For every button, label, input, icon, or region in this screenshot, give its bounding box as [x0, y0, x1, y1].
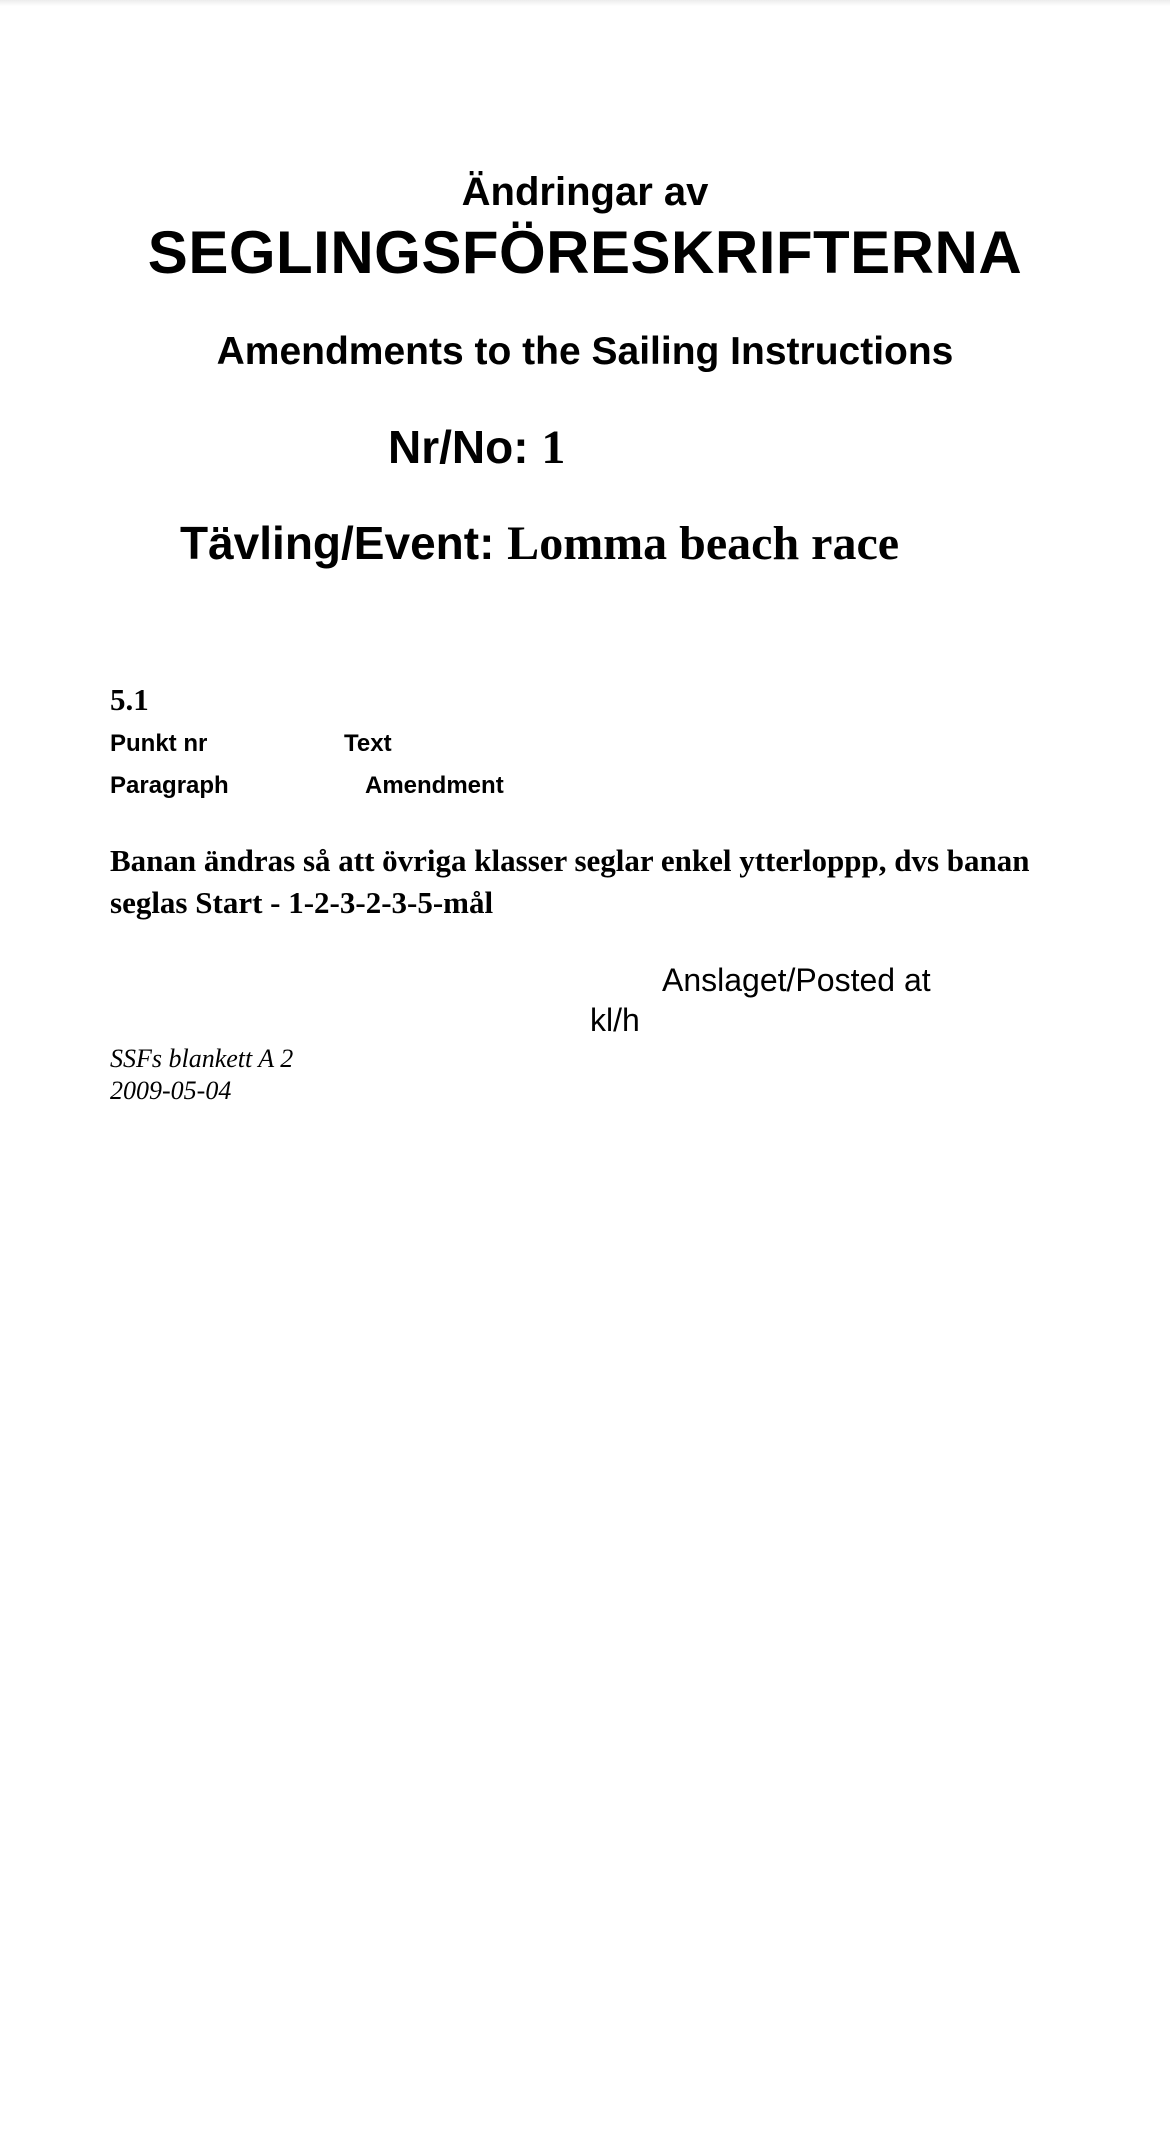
section-number: 5.1 [110, 682, 149, 717]
posted-at-label: Anslaget/Posted at [662, 962, 931, 998]
event-label: Tävling/Event: [180, 517, 495, 569]
page-top-edge [0, 0, 1170, 6]
footer-form-name: SSFs blankett A 2 [110, 1044, 294, 1073]
title-line-2: SEGLINGSFÖRESKRIFTERNA [147, 219, 1023, 286]
title-line-1: Ändringar av [461, 170, 709, 214]
paragraph-label: Paragraph [110, 772, 229, 799]
event-row [180, 516, 899, 571]
amendment-label: Amendment [365, 772, 504, 799]
subtitle: Amendments to the Sailing Instructions [216, 330, 954, 373]
amendment-number-row [388, 420, 565, 475]
footer-date: 2009-05-04 [110, 1076, 232, 1105]
punkt-nr-label: Punkt nr [110, 730, 208, 757]
time-unit-label: kl/h [590, 1002, 640, 1038]
amendment-text: Banan ändras så att övriga klasser seglar enkel ytterloppp, dvs banan seglas Start - 1-2-3-2-3-5-mål [110, 843, 1030, 920]
amendment-number-label: Nr/No: [388, 421, 529, 473]
text-label: Text [344, 730, 392, 757]
amendment-number-value: 1 [541, 421, 566, 474]
event-value: Lomma beach race [507, 517, 900, 570]
